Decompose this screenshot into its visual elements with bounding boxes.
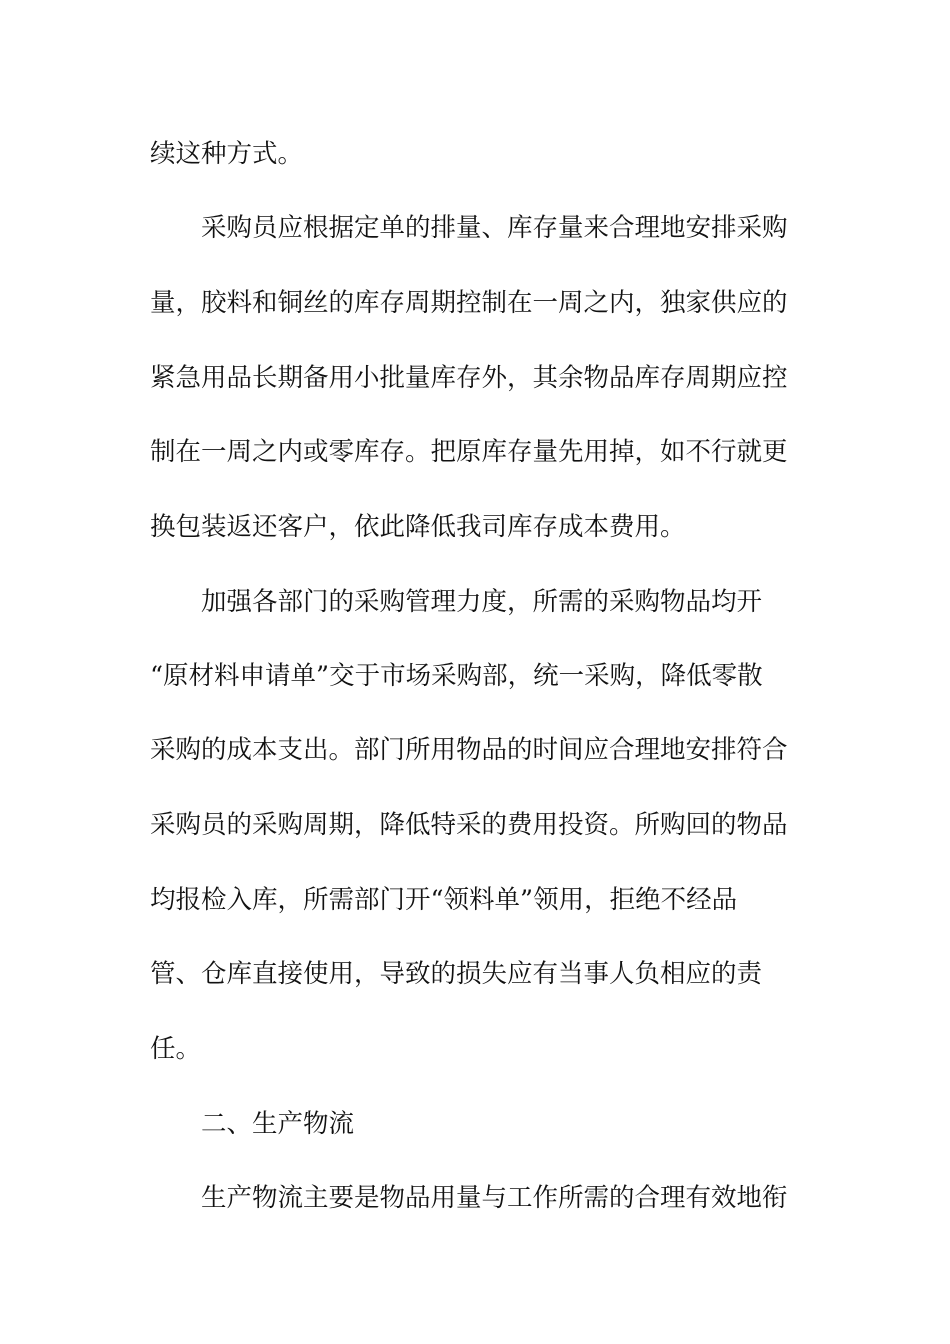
text-line-1: 续这种方式。 xyxy=(150,139,304,169)
section-heading: 二、生产物流 xyxy=(201,1109,355,1139)
paragraph-line-7: 加强各部门的采购管理力度，所需的采购物品均开 xyxy=(201,587,763,617)
paragraph-line-13: 任。 xyxy=(150,1034,202,1064)
paragraph-line-11: 均报检入库，所需部门开“领料单”领用，拒绝不经品 xyxy=(150,885,738,915)
paragraph-line-3: 量，胶料和铜丝的库存周期控制在一周之内，独家供应的 xyxy=(150,288,788,318)
paragraph-line-9: 采购的成本支出。部门所用物品的时间应合理地安排符合 xyxy=(150,735,788,765)
paragraph-line-15: 生产物流主要是物品用量与工作所需的合理有效地衔 xyxy=(201,1183,788,1213)
paragraph-line-4: 紧急用品长期备用小批量库存外，其余物品库存周期应控 xyxy=(150,363,788,393)
paragraph-line-12: 管、仓库直接使用，导致的损失应有当事人负相应的责 xyxy=(150,959,763,989)
paragraph-line-6: 换包装返还客户，依此降低我司库存成本费用。 xyxy=(150,512,686,542)
paragraph-line-5: 制在一周之内或零库存。把原库存量先用掉，如不行就更 xyxy=(150,437,788,467)
paragraph-line-8: “原材料申请单”交于市场采购部，统一采购，降低零散 xyxy=(150,661,763,691)
paragraph-line-2: 采购员应根据定单的排量、库存量来合理地安排采购 xyxy=(201,213,788,243)
paragraph-line-10: 采购员的采购周期，降低特采的费用投资。所购回的物品 xyxy=(150,810,788,840)
